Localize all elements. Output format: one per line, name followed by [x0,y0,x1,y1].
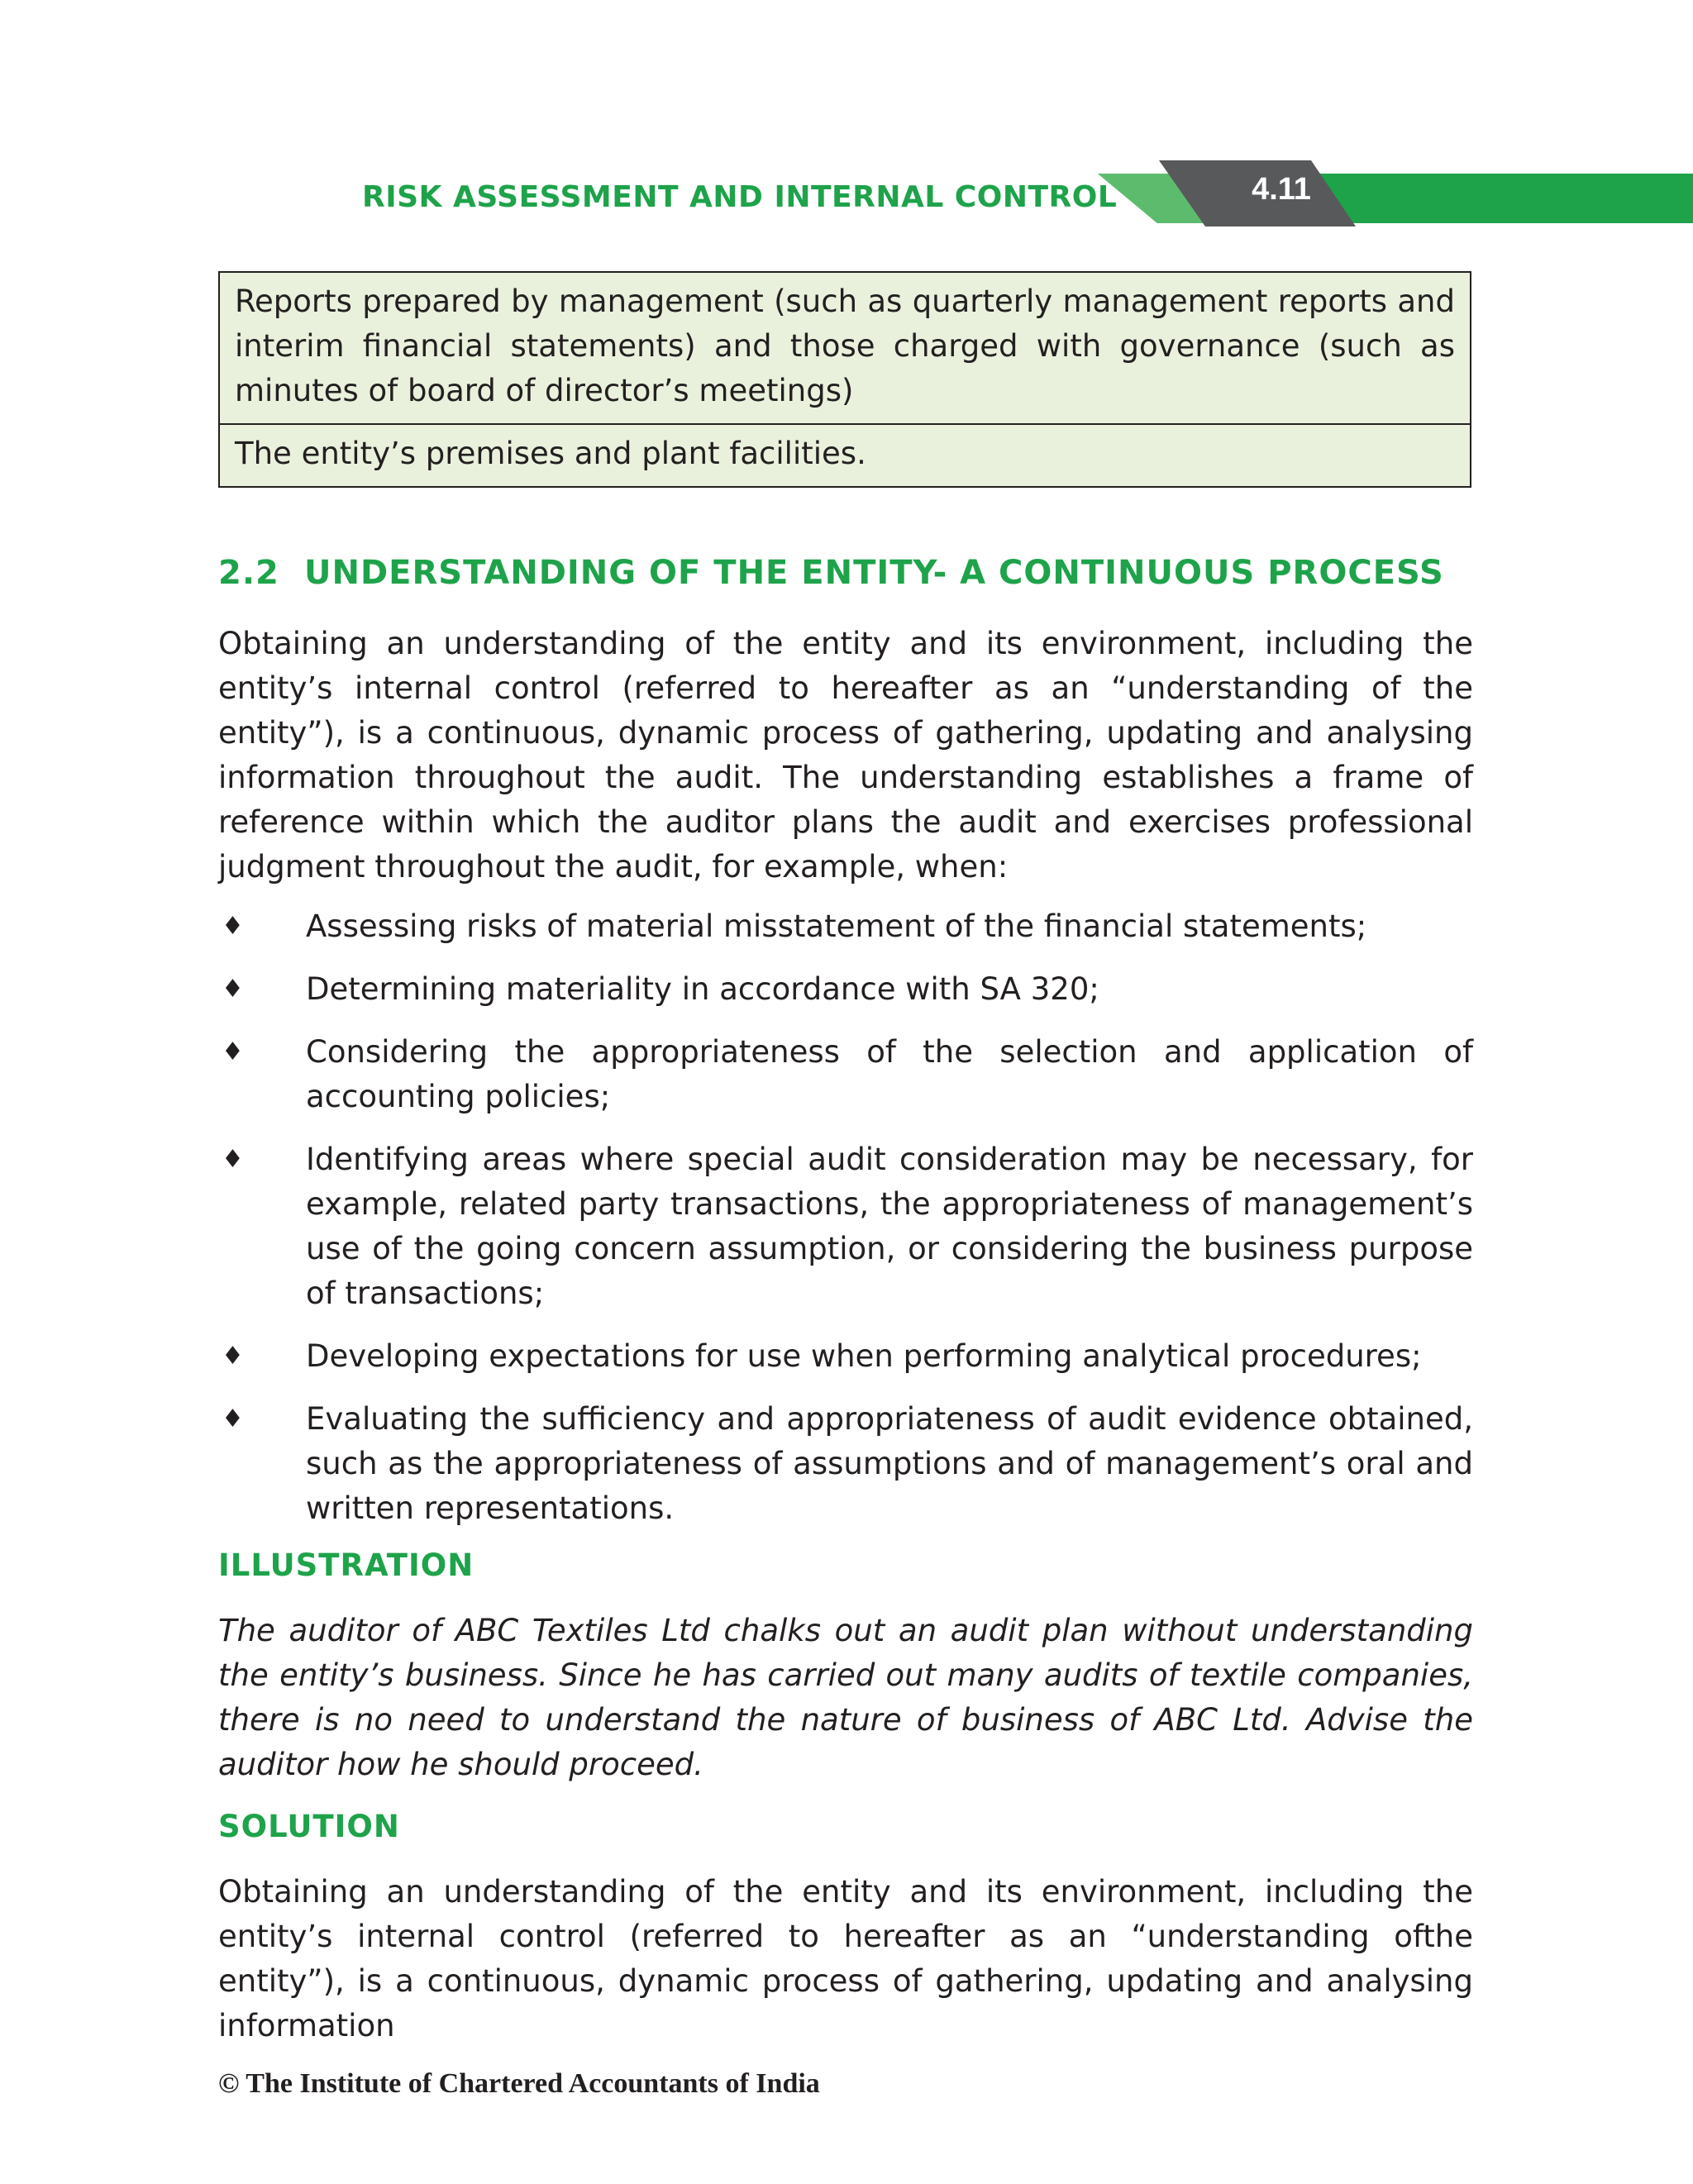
page-number: 4.11 [1252,172,1311,207]
list-item-text: Evaluating the sufficiency and appropriateness of audit evidence obtained, such as the appropriateness of assumptions and of management’s oral and written representations. [306,1401,1473,1526]
list-item-text: Identifying areas where special audit consideration may be necessary, for example, related party transactions, the appropriateness of management’s use of the going concern assumption, or considering the business purpose of transactions; [306,1142,1473,1311]
page-header [0,157,1693,240]
intro-paragraph: Obtaining an understanding of the entity and its environment, including the entity’s internal control (referred to hereafter as an “understanding of the entity”), is a continuous, dynamic process of gathering, updating and analysing information throughout the audit. The understanding establishes a frame of reference within which the auditor plans the audit and exercises professional judgment throughout the audit, for example, when: [218,626,1473,885]
section-number: 2.2 [218,554,279,592]
solution-text: Obtaining an understanding of the entity and its environment, including the entity’s internal control (referred to hereafter as an “understanding ofthe entity”), is a continuous, dynamic process of gathering, updating and analysing information [218,1874,1473,2043]
solution-heading: SOLUTION [218,1809,400,1844]
table-cell: The entity’s premises and plant facilities. [219,424,1471,487]
illustration-text: The auditor of ABC Textiles Ltd chalks out an audit plan without understanding the entity’s business. Since he has carried out many audits of textile companies, there is no need to understand the nature of business of ABC Ltd. Advise the auditor how he should proceed. [218,1613,1473,1782]
illustration-heading: ILLUSTRATION [218,1547,475,1583]
running-header-title: RISK ASSESSMENT AND INTERNAL CONTROL [362,180,1118,214]
table-row [219,272,1471,424]
diamond-bullet-icon: ♦ [222,912,244,941]
list-item-text: Determining materiality in accordance with SA 320; [306,971,1099,1007]
list-item [218,1334,1473,1379]
diamond-bullet-icon: ♦ [222,1404,244,1433]
diamond-bullet-icon: ♦ [222,1145,244,1174]
list-item-text: Developing expectations for use when performing analytical procedures; [306,1338,1422,1374]
list-item [218,904,1473,949]
bullet-list [218,904,1473,1549]
list-item [218,1397,1473,1531]
diamond-bullet-icon: ♦ [222,1342,244,1371]
section-title: UNDERSTANDING OF THE ENTITY- A CONTINUOUS PROCESS [304,554,1444,592]
copyright-footer: © The Institute of Chartered Accountants of India [218,2068,820,2099]
diamond-bullet-icon: ♦ [222,1037,244,1066]
table-row [219,424,1471,487]
list-item [218,1137,1473,1316]
list-item-text: Assessing risks of material misstatement of the financial statements; [306,908,1367,944]
diamond-bullet-icon: ♦ [222,975,244,1004]
sources-table [218,271,1471,488]
list-item-text: Considering the appropriateness of the selection and application of accounting policies; [306,1034,1473,1114]
section-heading [218,554,1444,592]
list-item [218,967,1473,1012]
list-item [218,1030,1473,1119]
table-cell: Reports prepared by management (such as quarterly management reports and interim financial statements) and those charged with governance (such as minutes of board of director’s meetings) [219,272,1471,424]
